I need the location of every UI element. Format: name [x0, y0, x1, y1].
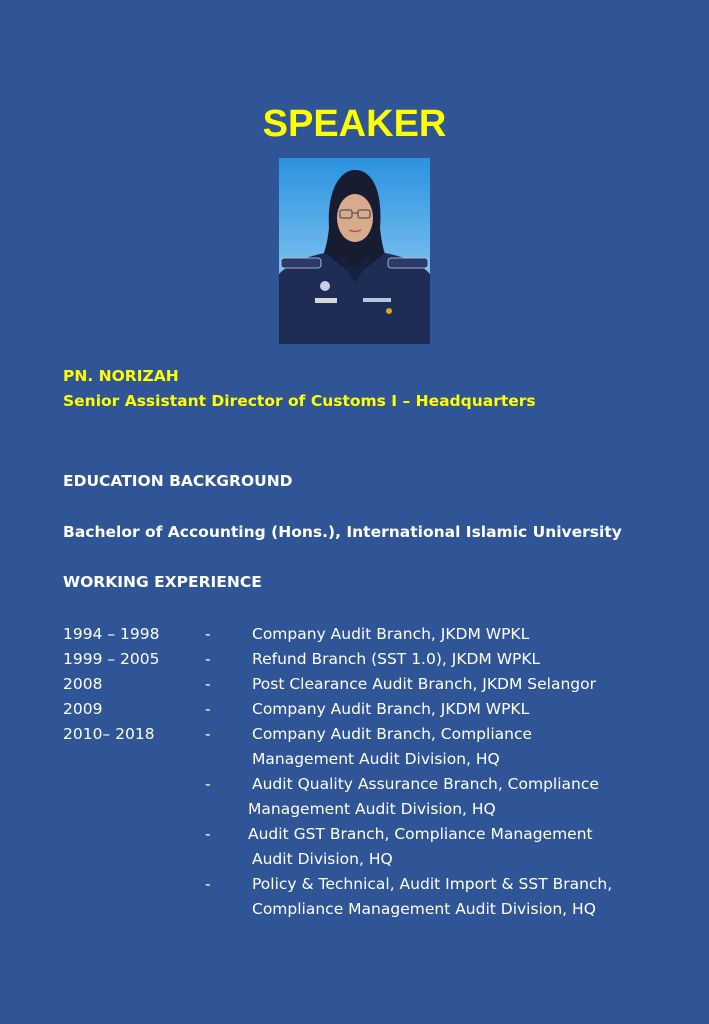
experience-description: Company Audit Branch, JKDM WPKL	[252, 700, 530, 718]
experience-row	[63, 672, 683, 697]
experience-year: 2008	[63, 675, 103, 693]
experience-row	[63, 872, 683, 897]
experience-description: Company Audit Branch, JKDM WPKL	[252, 625, 530, 643]
experience-description: Policy & Technical, Audit Import & SST Branch,	[252, 875, 613, 893]
experience-dash: -	[205, 825, 211, 843]
experience-description: Compliance Management Audit Division, HQ	[252, 900, 596, 918]
education-heading: EDUCATION BACKGROUND	[63, 472, 293, 490]
experience-description: Audit GST Branch, Compliance Management	[248, 825, 593, 843]
experience-dash: -	[205, 650, 211, 668]
experience-row	[63, 622, 683, 647]
experience-dash: -	[205, 875, 211, 893]
experience-description: Refund Branch (SST 1.0), JKDM WPKL	[252, 650, 541, 668]
experience-row	[63, 847, 683, 872]
experience-list	[63, 622, 683, 922]
experience-description: Audit Quality Assurance Branch, Compliance	[252, 775, 599, 793]
experience-row	[63, 722, 683, 747]
page-title: SPEAKER	[262, 103, 447, 145]
experience-dash: -	[205, 675, 211, 693]
experience-description: Post Clearance Audit Branch, JKDM Selangor	[252, 675, 596, 693]
experience-row	[63, 897, 683, 922]
experience-description: Management Audit Division, HQ	[252, 750, 500, 768]
experience-dash: -	[205, 775, 211, 793]
experience-row	[63, 747, 683, 772]
experience-heading: WORKING EXPERIENCE	[63, 573, 262, 591]
experience-row	[63, 822, 683, 847]
experience-description: Management Audit Division, HQ	[248, 800, 496, 818]
experience-row	[63, 772, 683, 797]
speaker-position: Senior Assistant Director of Customs I – Headquarters	[63, 392, 536, 410]
experience-row	[63, 647, 683, 672]
speaker-name: PN. NORIZAH	[63, 367, 179, 385]
experience-description: Audit Division, HQ	[252, 850, 393, 868]
experience-row	[63, 697, 683, 722]
experience-dash: -	[205, 625, 211, 643]
experience-dash: -	[205, 725, 211, 743]
experience-year: 2009	[63, 700, 103, 718]
experience-year: 2010– 2018	[63, 725, 155, 743]
experience-description: Company Audit Branch, Compliance	[252, 725, 533, 743]
experience-year: 1994 – 1998	[63, 625, 160, 643]
experience-row	[63, 797, 683, 822]
experience-dash: -	[205, 700, 211, 718]
education-degree: Bachelor of Accounting (Hons.), International Islamic University	[63, 523, 622, 541]
experience-year: 1999 – 2005	[63, 650, 160, 668]
speaker-photo	[279, 158, 430, 344]
